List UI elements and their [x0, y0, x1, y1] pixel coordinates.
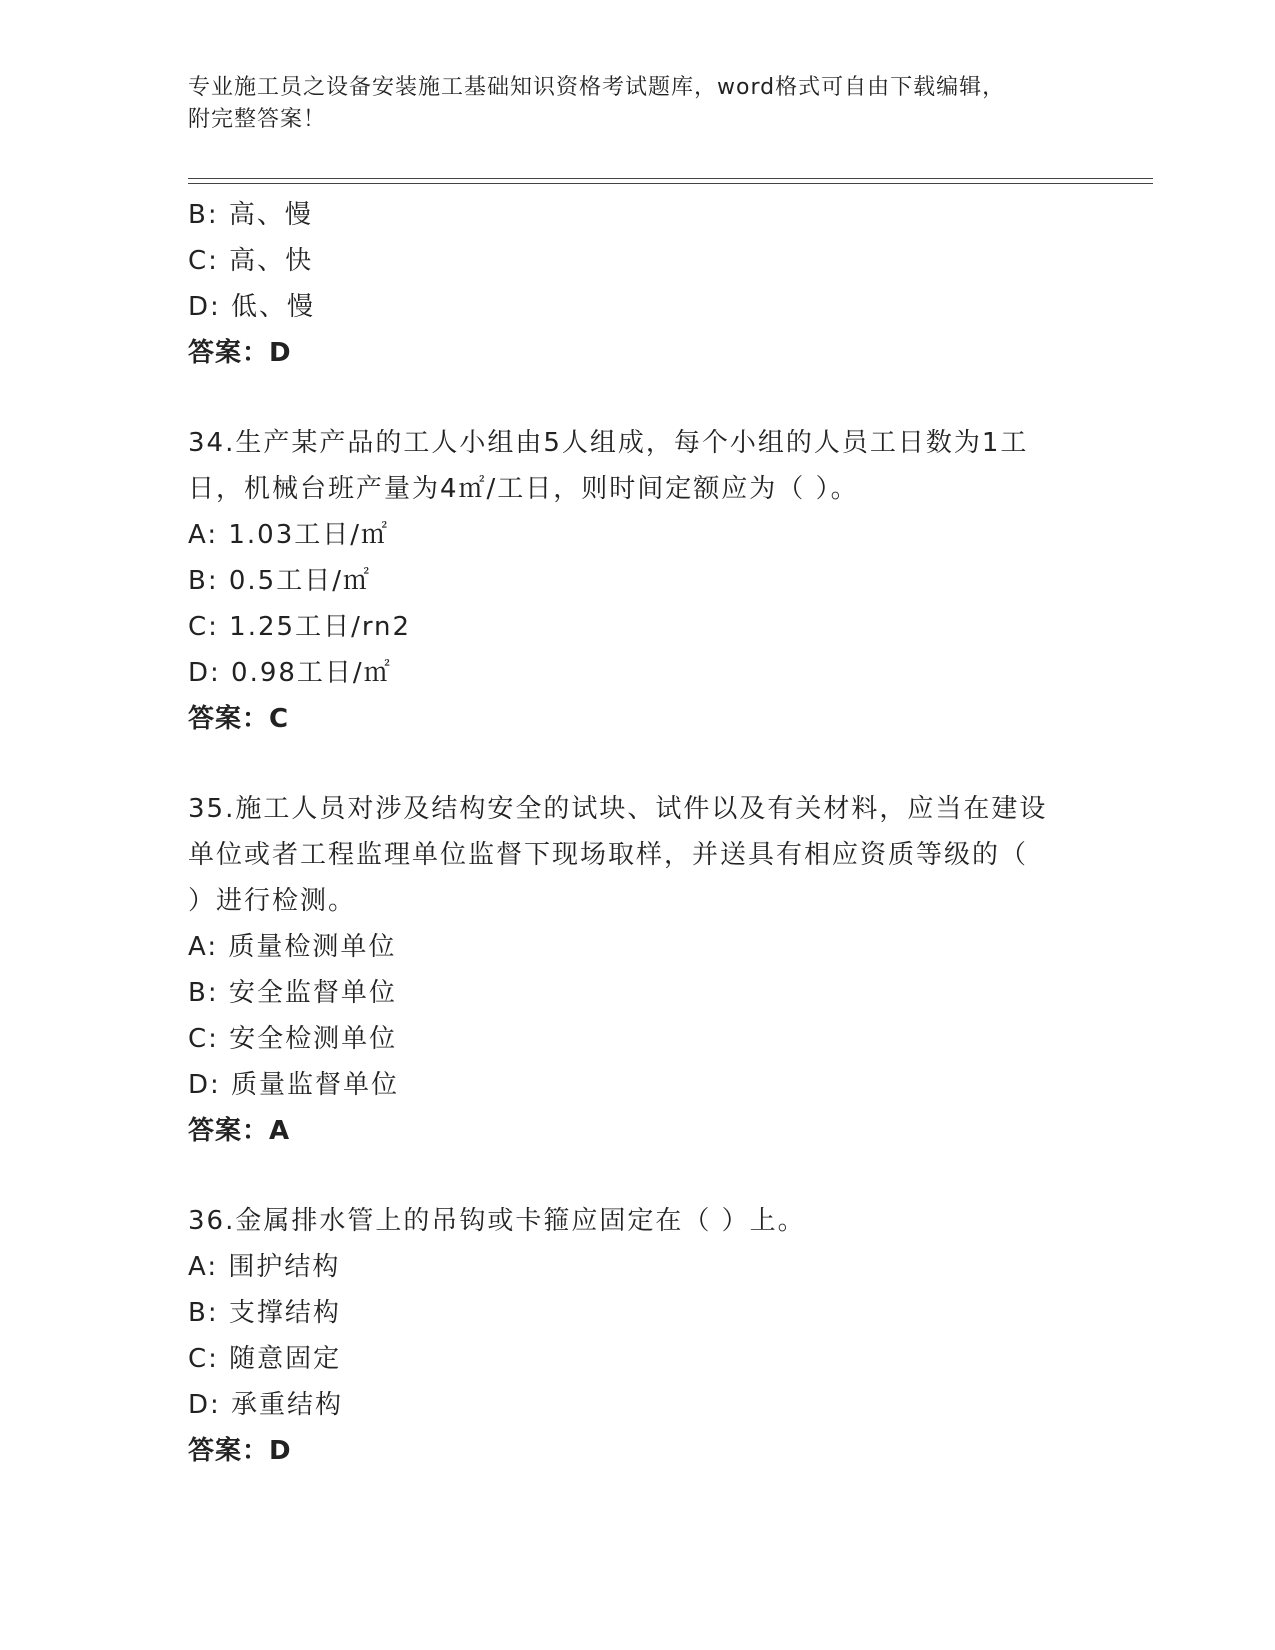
question-stem-line: 日，机械台班产量为4㎡/工日，则时间定额应为（ ）。: [188, 474, 859, 504]
answer: 答案：C: [188, 704, 290, 734]
answer: 答案：A: [188, 1116, 291, 1146]
question-34: [188, 420, 1088, 742]
option-d: D: 0.98工日/㎡: [188, 658, 392, 688]
option-c: C: 随意固定: [188, 1344, 342, 1374]
question-stem-line: 34.生产某产品的工人小组由5人组成，每个小组的人员工日数为1工: [188, 428, 1029, 458]
option-b: B: 0.5工日/㎡: [188, 566, 371, 596]
option-b: B: 安全监督单位: [188, 978, 397, 1008]
option-c: C: 1.25工日/rn2: [188, 612, 412, 642]
header-line-1: 专业施工员之设备安装施工基础知识资格考试题库，word格式可自由下载编辑，: [188, 75, 1006, 100]
header-line-2: 附完整答案！: [188, 107, 327, 132]
page-header: [188, 72, 1088, 136]
option-a: A: 1.03工日/㎡: [188, 520, 390, 550]
option-c: C: 高、快: [188, 246, 314, 276]
question-stem-line: 36.金属排水管上的吊钩或卡箍应固定在（ ）上。: [188, 1206, 806, 1236]
question-stem-line: ）进行检测。: [188, 886, 357, 916]
answer: 答案：D: [188, 1436, 292, 1466]
question-list: [188, 192, 1088, 1474]
question-stem-line: 35.施工人员对涉及结构安全的试块、试件以及有关材料，应当在建设: [188, 794, 1048, 824]
question-33: [188, 192, 1088, 376]
answer: 答案：D: [188, 338, 292, 368]
question-35: [188, 786, 1088, 1154]
option-d: D: 承重结构: [188, 1390, 344, 1420]
question-stem-line: 单位或者工程监理单位监督下现场取样，并送具有相应资质等级的（: [188, 840, 1029, 870]
question-36: [188, 1198, 1088, 1474]
option-b: B: 高、慢: [188, 200, 313, 230]
option-d: D: 质量监督单位: [188, 1070, 400, 1100]
option-b: B: 支撑结构: [188, 1298, 341, 1328]
option-c: C: 安全检测单位: [188, 1024, 398, 1054]
option-d: D: 低、慢: [188, 292, 316, 322]
option-a: A: 围护结构: [188, 1252, 341, 1282]
option-a: A: 质量检测单位: [188, 932, 397, 962]
header-divider: [188, 178, 1153, 184]
